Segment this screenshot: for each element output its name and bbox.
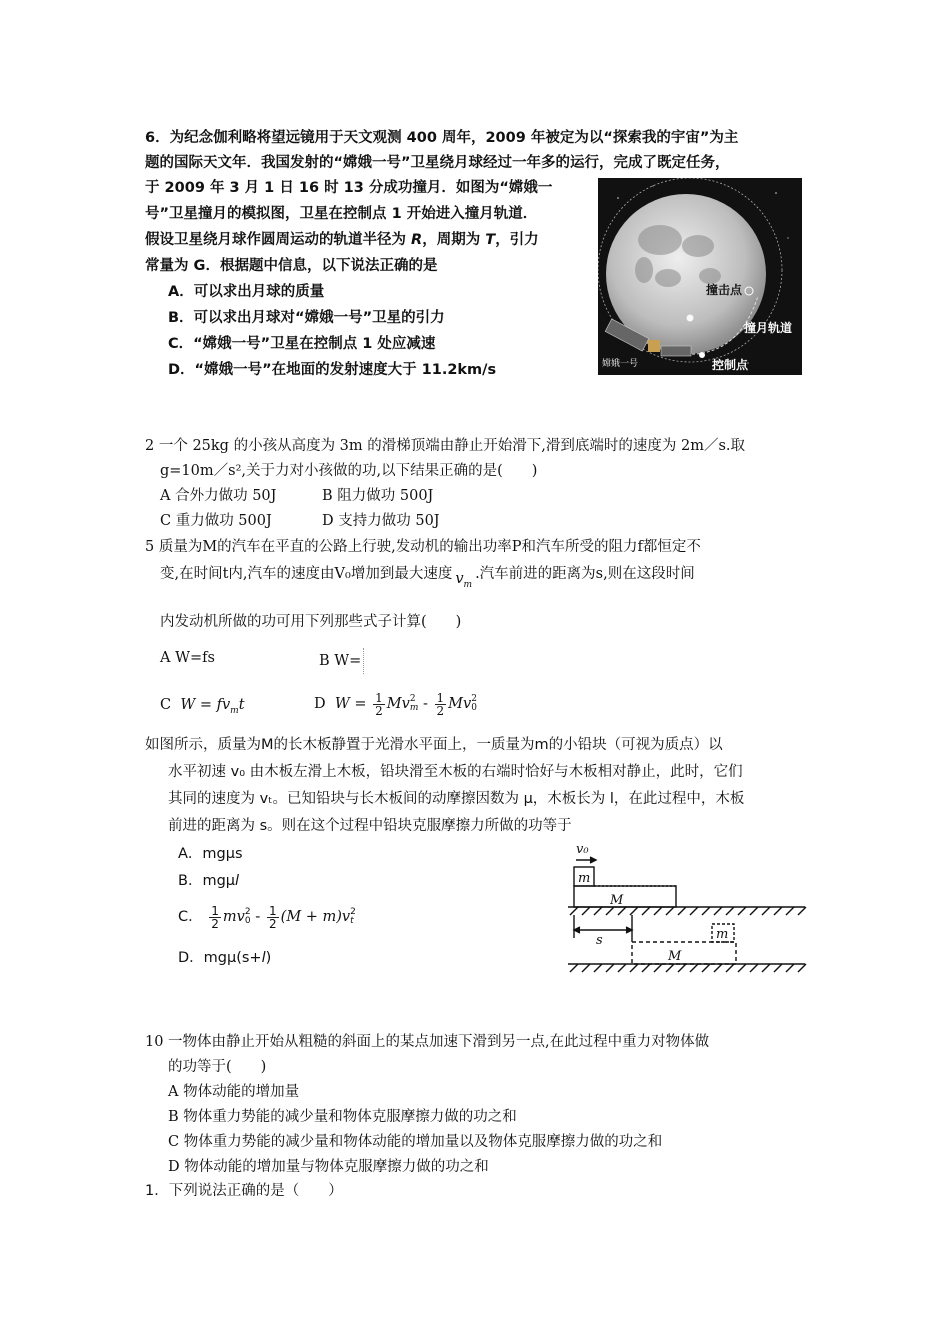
q5-line-2: 变,在时间t内,汽车的速度由V₀增加到最大速度 $v_m$.汽车前进的距离为s,则在这段时间 [160,566,695,590]
fraction-half: $\frac{1}{2}$ [436,690,445,718]
upper-ground-hatch [570,907,806,915]
q5-option-d: D W = $\frac{1}{2}$ Mv 2 m - $\frac{1}{2}$ Mv 2 0 [314,690,477,718]
label-M-initial: M [610,893,624,908]
q6-option-c: C．“嫦娥一号”卫星在控制点 1 处应减速 [168,336,436,352]
qb-line-4: 前进的距离为 s。则在这个过程中铅块克服摩擦力所做的功等于 [168,818,572,834]
q6-line-1: 6．为纪念伽利略将望远镜用于天文观测 400 周年，2009 年被定为以“探索我的宇宙”为主 [145,130,739,146]
q5-option-c: C $W = fv_mt$ [160,697,245,716]
q10-option-d: D 物体动能的增加量与物体克服摩擦力做的功之和 [168,1159,489,1175]
q2-line-2: g=10m／s²,关于力对小孩做的功,以下结果正确的是( ) [160,463,538,479]
board-final [632,942,736,964]
q10-line-1: 10 一物体由静止开始从粗糙的斜面上的某点加速下滑到另一点,在此过程中重力对物体做 [145,1034,710,1050]
qb-option-c: C． $\frac{1}{2}$ mv 2 0 - $\frac{1}{2}$ (M + m)v 2 t [178,903,356,931]
qb-option-a: A．mgμs [178,846,243,862]
label-s: s [596,933,603,948]
qb-line-2: 水平初速 v₀ 由木板左滑上木板，铅块滑至木板的右端时恰好与木板相对静止，此时，它们 [168,764,743,780]
q2-line-1: 2 一个 25kg 的小孩从高度为 3m 的滑梯顶端由静止开始滑下,滑到底端时的速度为 2m／s.取 [145,438,746,454]
fraction-half: $\frac{1}{2}$ [269,903,277,931]
q6-option-a: A．可以求出月球的质量 [168,284,325,300]
board-block-diagram [560,838,810,974]
q5-option-b: B W= [319,648,374,674]
q10-line-2: 的功等于( ) [168,1059,267,1075]
label-satellite: 嫦娥一号 [602,359,639,369]
label-impact-point: 撞击点 [706,283,743,297]
label-m-initial: m [578,871,591,886]
q2-option-a: A 合外力做功 50J [160,488,277,504]
q6-line-4: 号”卫星撞月的模拟图，卫星在控制点 1 开始进入撞月轨道． [145,206,538,222]
q2-option-d: D 支持力做功 50J [322,513,440,529]
fraction-half: $\frac{1}{2}$ [211,903,219,931]
moon-impact-figure [598,178,802,375]
q5-option-a: A W=fs [160,650,215,666]
crater [687,315,694,322]
q2-option-c: C 重力做功 500J [160,513,272,529]
q10-option-b: B 物体重力势能的减少量和物体克服摩擦力做的功之和 [168,1109,517,1125]
q10-option-a: A 物体动能的增加量 [168,1084,300,1100]
lower-ground-hatch [570,964,806,972]
qb-option-d: D．mgμ(s+l) [178,950,272,966]
q5-line-1: 5 质量为M的汽车在平直的公路上行驶,发动机的输出功率P和汽车所受的阻力f都恒定不 [145,539,701,555]
q6-option-d: D．“嫦娥一号”在地面的发射速度大于 11.2km/s [168,362,497,378]
board-initial [574,886,676,907]
q10-option-c: C 物体重力势能的减少量和物体动能的增加量以及物体克服摩擦力做的功之和 [168,1134,663,1150]
control-point-marker [699,352,705,358]
q1-line-1: 1．下列说法正确的是（ ） [145,1183,343,1199]
label-M-final: M [668,949,682,964]
qb-line-1: 如图所示，质量为M的长木板静置于光滑水平面上，一质量为m的小铅块（可视为质点）以 [145,737,723,753]
label-impact-orbit: 撞月轨道 [744,321,793,335]
qb-line-3: 其同的速度为 vₜ。已知铅块与长木板间的动摩擦因数为 μ，木板长为 l，在此过程中，木板 [168,791,745,807]
q5-option-b-formula-placeholder [363,648,374,674]
qb-option-b: B．mgμl [178,873,240,889]
q6-line-6: 常量为 G．根据题中信息，以下说法正确的是 [145,258,438,274]
q2-option-b: B 阻力做功 500J [322,488,434,504]
label-m-final: m [716,927,729,942]
q6-line-2: 题的国际天文年．我国发射的“嫦娥一号”卫星绕月球经过一年多的运行，完成了既定任务， [145,155,730,171]
q6-line-5: 假设卫星绕月球作圆周运动的轨道半径为 R，周期为 T，引力 [145,232,539,248]
q6-option-b: B．可以求出月球对“嫦娥一号”卫星的引力 [168,310,445,326]
q5-line-3: 内发动机所做的功可用下列那些式子计算( ) [160,614,462,630]
label-control-point: 控制点 [712,358,749,372]
q6-line-3: 于 2009 年 3 月 1 日 16 时 13 分成功撞月．如图为“嫦娥一 [145,180,553,196]
label-v0: v₀ [576,842,589,857]
fraction-half: $\frac{1}{2}$ [375,690,383,718]
